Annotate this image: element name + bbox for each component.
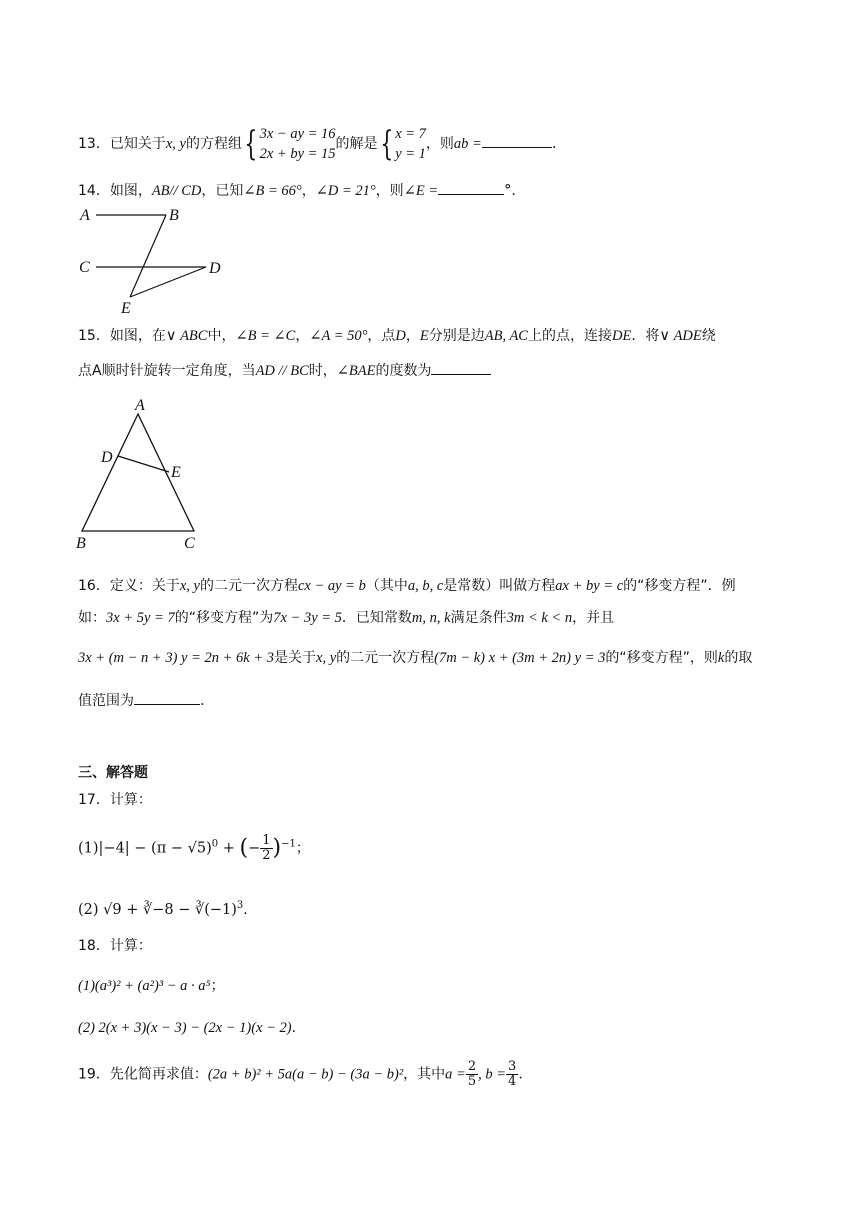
label-a: A [135, 397, 145, 414]
question-19: 19．先化简再求值：(2a + b)² + 5a(a − b) − (3a − b)²，其中a = $\frac{2}{5}$ , b = $\frac{3}{4}$ ． [78, 1059, 533, 1089]
q15-figure [74, 394, 214, 554]
label-c: C [79, 259, 90, 276]
question-15: 15．如图，在∨ ABC中，∠B = ∠C，∠A = 50°，点D，E分别是边AB, AC上的点，连接DE．将∨ ADE绕 [78, 328, 716, 344]
label-d: D [209, 260, 221, 277]
question-16-line3: 3x + (m − n + 3) y = 2n + 6k + 3是关于x, y的二元一次方程(7m − k) x + (3m + 2n) y = 3的“移变方程”，则k的取 [78, 650, 753, 666]
question-16-line2: 如：3x + 5y = 7的“移变方程”为7x − 3y = 5．已知常数m, n, k满足条件3m < k < n，并且 [78, 610, 615, 626]
q14-figure [76, 204, 236, 316]
section-heading: 三、解答题 [78, 765, 148, 781]
q18-part2: (2) 2(x + 3)(x − 3) − (2x − 1)(x − 2)． [78, 1020, 306, 1036]
left-brace-icon: { [244, 124, 258, 164]
q18-part1: (1)(a³)² + (a²)³ − a · a⁵； [78, 978, 225, 994]
label-b: B [169, 207, 179, 224]
label-a: A [80, 207, 90, 224]
answer-blank[interactable] [134, 690, 200, 705]
label-e: E [171, 464, 181, 481]
question-17: 17．计算： [78, 792, 152, 808]
q17-part2: (2) √9 + ∛−8 − $∛(-1)^3$． [78, 900, 258, 918]
equation-system: 3x − ay = 16 2x + by = 15 [259, 126, 336, 162]
left-brace-icon: { [379, 124, 393, 164]
answer-blank[interactable] [438, 180, 504, 195]
label-e: E [121, 300, 131, 316]
label-c: C [184, 535, 195, 552]
q17-part1: $(1)|-4| - (\pi - √5)^0$ + (− $\frac{1}{2}$ )$^{-1}$； [78, 833, 310, 863]
q13-number: 13． [78, 136, 110, 152]
question-15-line2: 点A顺时针旋转一定角度，当AD // BC时，∠BAE的度数为 [78, 360, 491, 381]
question-16-line4: 值范围为 ． [78, 690, 215, 711]
answer-blank[interactable] [431, 360, 491, 375]
question-14: 14．如图，AB// CD，已知∠B = 66°，∠D = 21°，则∠E = °． [78, 180, 526, 201]
answer-blank[interactable] [482, 133, 552, 148]
label-d: D [101, 449, 113, 466]
question-13: 13．已知关于x, y的方程组{ 3x − ay = 16 2x + by = 15的解是{ x = 7 y = 1，则ab = . [78, 124, 557, 164]
question-18: 18．计算： [78, 938, 152, 954]
solution-system: x = 7 y = 1 [395, 126, 426, 162]
question-16: 16．定义：关于x, y的二元一次方程cx − ay = b（其中a, b, c是常数）叫做方程ax + by = c的“移变方程”．例 [78, 578, 736, 594]
label-b: B [76, 535, 86, 552]
